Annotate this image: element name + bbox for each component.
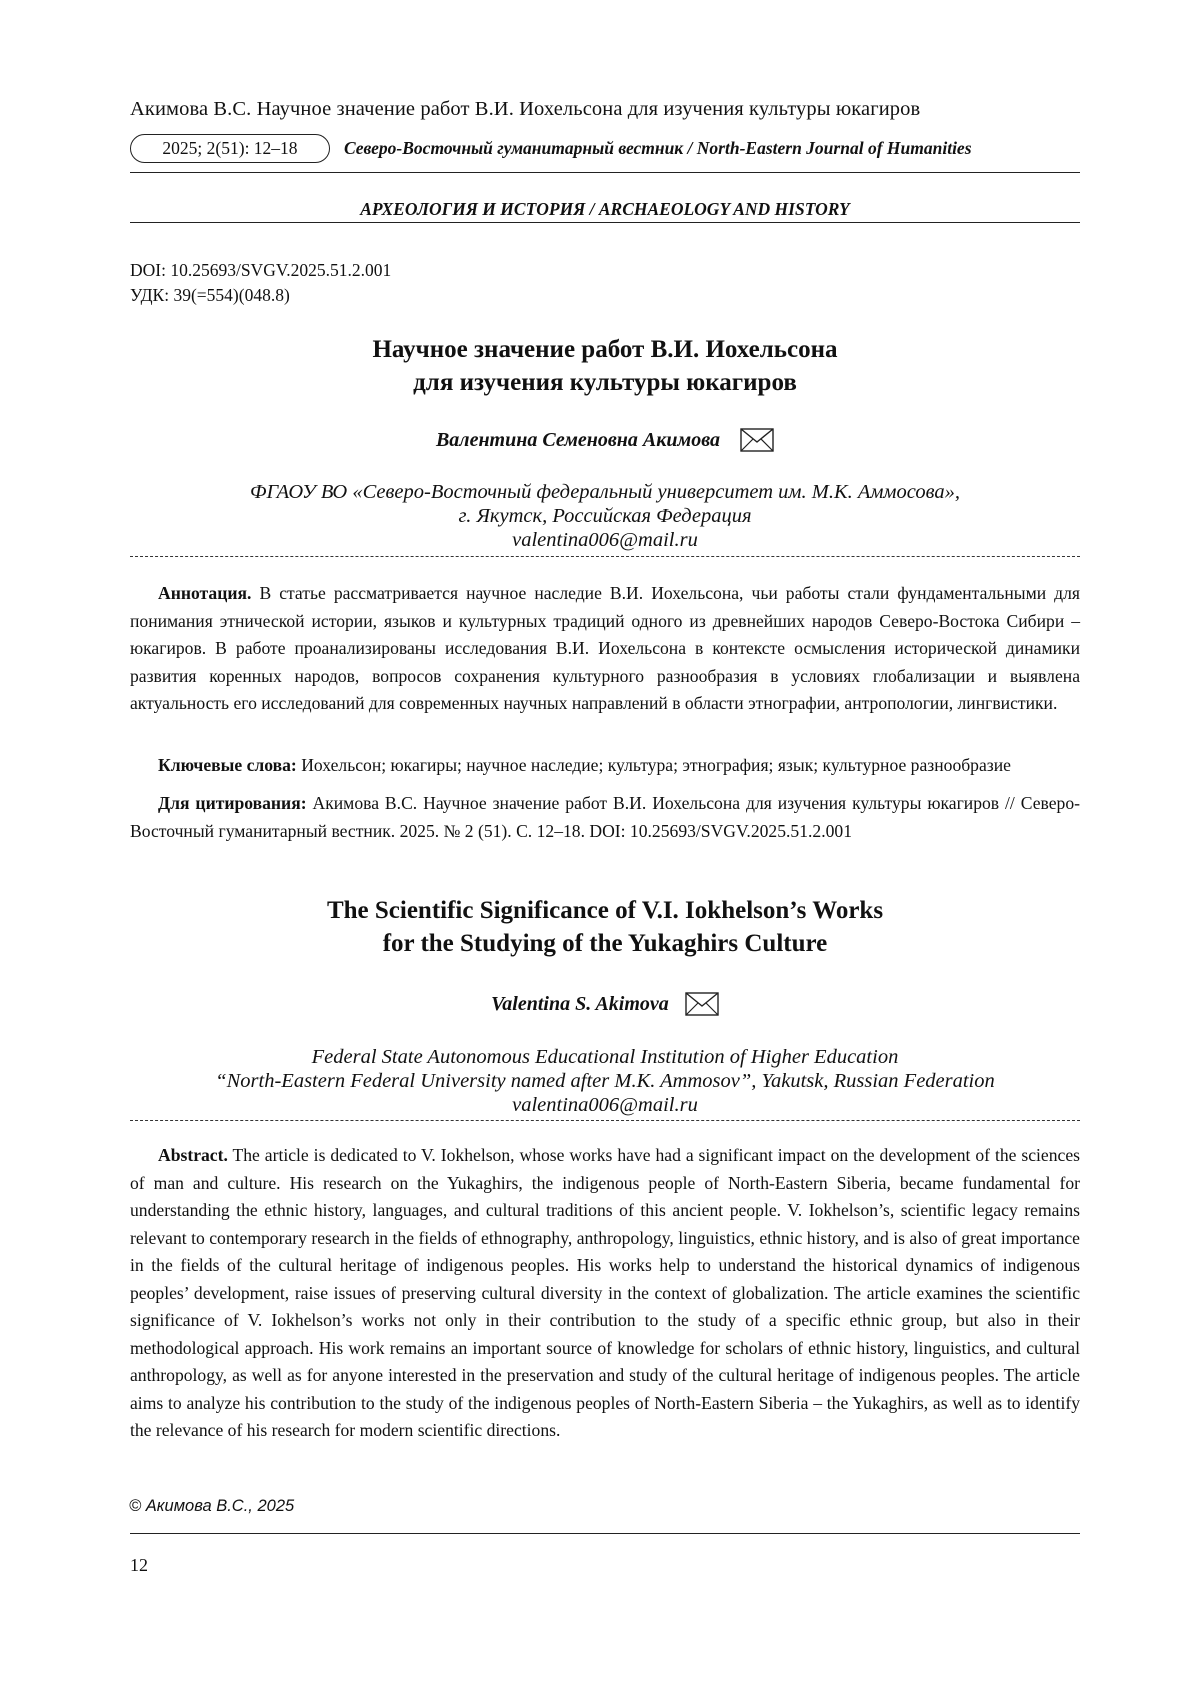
- ru-abstract-text: В статье рассматривается научное наследие В.И. Иохельсона, чьи работы стали фундаментальными для понимания этнической истории, языков и культурных традиций одного из древнейших народов Северо-Востока Сибири – юкагиров. В работе проанализированы исследования В.И. Иохельсона в контексте осмысления исторической динамики развития коренных народов, вопросов сохранения культурного разнообразия в условиях глобализации и выявлена актуальность его исследований для современных научных направлений в области этнографии, антропологии, лингвистики.: [130, 583, 1080, 713]
- section-rule: [130, 222, 1080, 223]
- ru-keywords: [130, 752, 1080, 780]
- issue-reference-badge: [130, 134, 330, 163]
- mail-icon[interactable]: [740, 428, 774, 452]
- en-abstract-text: The article is dedicated to V. Iokhelson, whose works have had a significant impact on the development of the sciences of man and culture. His research on the Yukaghirs, the indigenous people of North-Eastern Siberia, became fundamental for understanding the ethnic history, languages, and cultural traditions of this ancient people. V. Iokhelson’s, scientific legacy remains relevant to contemporary research in the fields of ethnography, anthropology, linguistics, ethnic history, and is also of great importance in the fields of the cultural heritage of indigenous peoples. His works help to understand the historical dynamics of indigenous peoples’ development, raise issues of preserving cultural diversity in the context of globalization. The article examines the scientific significance of V. Iokhelson’s works not only in their contribution to the study of a specific ethnic group, but also in their methodological approach. His work remains an important source of knowledge for scholars of ethnic history, linguistics, and cultural anthropology, as well as for anyone interested in the preservation and study of the cultural heritage of indigenous peoples. The article aims to analyze his contribution to the study of the indigenous peoples of North-Eastern Siberia – the Yukaghirs, as well as to identify the relevance of his research for modern scientific directions.: [130, 1145, 1080, 1440]
- journal-name: Северо-Восточный гуманитарный вестник / North-Eastern Journal of Humanities: [344, 138, 972, 158]
- en-email[interactable]: valentina006@mail.ru: [512, 1094, 698, 1116]
- en-author-block: [130, 992, 1080, 1016]
- en-title-line-1: The Scientific Significance of V.I. Iokhelson’s Works: [326, 897, 884, 924]
- ru-abstract: [130, 580, 1080, 718]
- en-abstract: [130, 1142, 1080, 1445]
- en-affiliation-line-1: Federal State Autonomous Educational Institution of Higher Education: [311, 1046, 899, 1068]
- ru-title: [130, 333, 1080, 399]
- en-dashed-divider: [130, 1120, 1080, 1121]
- ru-author-block: [130, 428, 1080, 452]
- udk-line: УДК: 39(=554)(048.8): [130, 285, 290, 305]
- footer-rule: [130, 1533, 1080, 1534]
- issue-reference: 2025; 2(51): 12–18: [162, 138, 298, 158]
- copyright-notice: © Акимова В.С., 2025: [129, 1497, 295, 1515]
- en-affiliation-line-2: “North-Eastern Federal University named after M.K. Ammosov”, Yakutsk, Russian Federation: [215, 1070, 995, 1092]
- ru-affiliation-line-2: г. Якутск, Российская Федерация: [458, 505, 752, 527]
- en-abstract-label: Abstract.: [158, 1145, 228, 1165]
- ru-abstract-label: Аннотация.: [158, 583, 252, 603]
- header-rule: [130, 172, 1080, 173]
- ru-title-line-1: Научное значение работ В.И. Иохельсона: [372, 336, 838, 363]
- ru-keywords-label: Ключевые слова:: [158, 755, 297, 775]
- en-author-name: Valentina S. Akimova: [491, 992, 669, 1015]
- ru-citation-text: Акимова В.С. Научное значение работ В.И. Иохельсона для изучения культуры юкагиров // Северо-Восточный гуманитарный вестник. 2025. № 2 (51). С. 12–18. DOI: 10.25693/SVGV.2025.51.2.001: [130, 793, 1080, 841]
- ru-keywords-text: Иохельсон; юкагиры; научное наследие; культура; этнография; язык; культурное разнообразие: [301, 755, 1011, 775]
- en-title: [130, 894, 1080, 960]
- ru-affiliation: [130, 480, 1080, 552]
- running-title: Акимова В.С. Научное значение работ В.И. Иохельсона для изучения культуры юкагиров: [130, 98, 921, 120]
- en-affiliation: [130, 1045, 1080, 1117]
- ru-email[interactable]: valentina006@mail.ru: [512, 529, 698, 551]
- page-number: 12: [130, 1555, 148, 1575]
- mail-icon[interactable]: [685, 992, 719, 1016]
- ru-citation: [130, 790, 1080, 845]
- doi-line[interactable]: DOI: 10.25693/SVGV.2025.51.2.001: [130, 260, 392, 280]
- section-heading: АРХЕОЛОГИЯ И ИСТОРИЯ / ARCHAEOLOGY AND HISTORY: [360, 199, 850, 219]
- ru-dashed-divider: [130, 556, 1080, 557]
- ru-affiliation-line-1: ФГАОУ ВО «Северо-Восточный федеральный университет им. М.К. Аммосова»,: [249, 481, 960, 503]
- ru-citation-label: Для цитирования:: [158, 793, 307, 813]
- ru-title-line-2: для изучения культуры юкагиров: [413, 369, 797, 396]
- ru-author-name: Валентина Семеновна Акимова: [435, 428, 721, 451]
- en-title-line-2: for the Studying of the Yukaghirs Culture: [382, 930, 828, 957]
